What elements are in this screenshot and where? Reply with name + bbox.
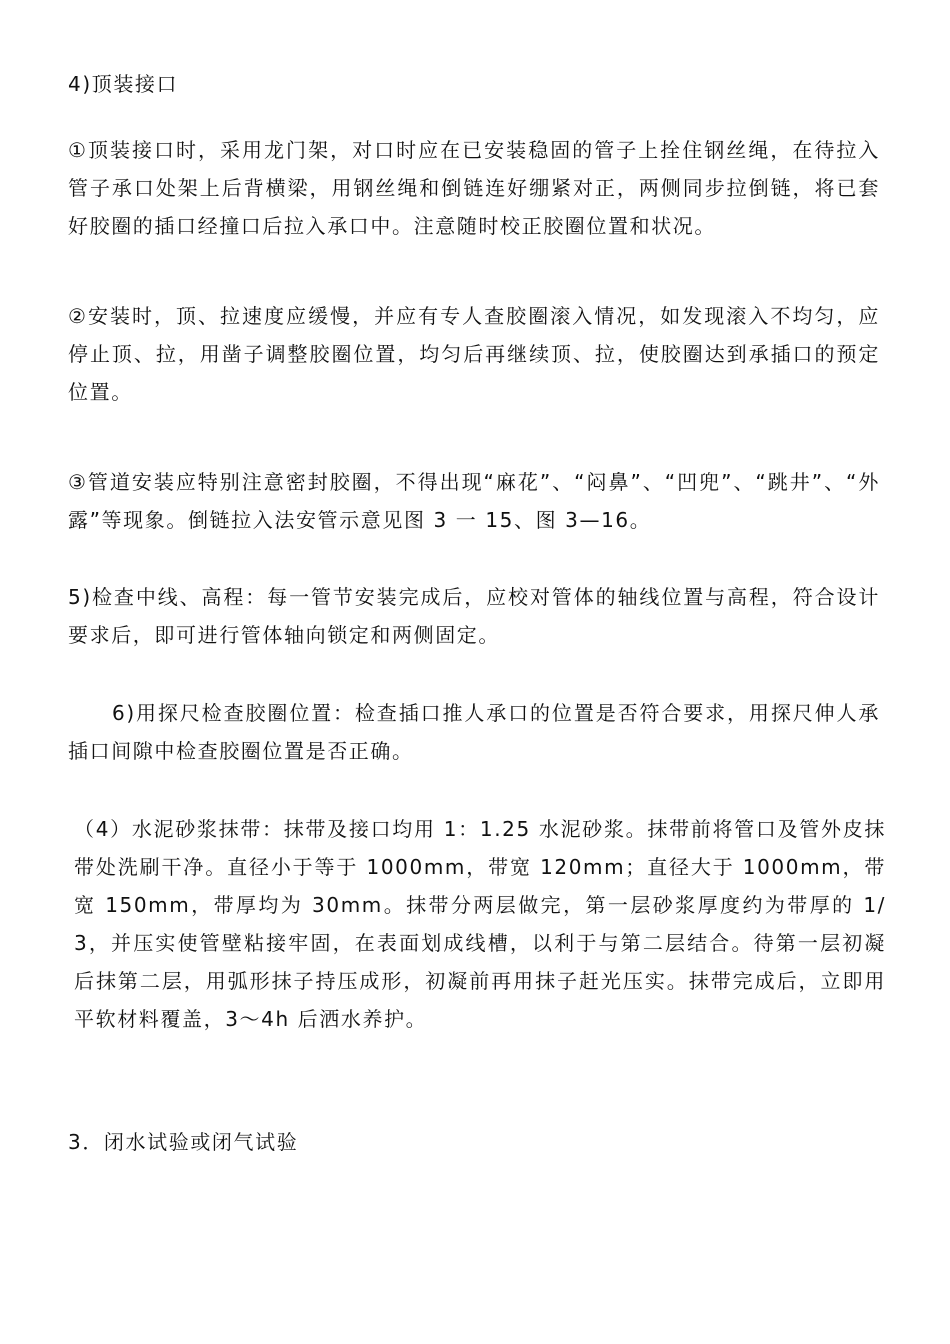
paragraph-check-gasket: 6)用探尺检查胶圈位置：检查插口推人承口的位置是否符合要求，用探尺伸人承插口间隙中检查胶圈位置是否正确。 — [68, 701, 880, 763]
paragraph-item-2: ②安装时，顶、拉速度应缓慢，并应有专人查胶圈滚入情况，如发现滚入不均匀，应停止顶、拉，用凿子调整胶圈位置，均匀后再继续顶、拉，使胶圈达到承插口的预定位置。 — [68, 304, 880, 404]
section-heading-water-test: 3．闭水试验或闭气试验 — [68, 1130, 299, 1154]
paragraph-check-centerline: 5)检查中线、高程：每一管节安装完成后，应校对管体的轴线位置与高程，符合设计要求后，即可进行管体轴向锁定和两侧固定。 — [68, 585, 880, 647]
section-heading-top-mounted-joint: 4)顶装接口 — [68, 72, 179, 96]
paragraph-item-3: ③管道安装应特别注意密封胶圈，不得出现“麻花”、“闷鼻”、“凹兜”、“跳井”、“外露”等现象。倒链拉入法安管示意见图 3 一 15、图 3—16。 — [68, 470, 880, 532]
paragraph-item-1: ①顶装接口时，采用龙门架，对口时应在已安装稳固的管子上拴住钢丝绳，在待拉入管子承口处架上后背横梁，用钢丝绳和倒链连好绷紧对正，两侧同步拉倒链，将已套好胶圈的插口经撞口后拉入承口中。注意随时校正胶圈位置和状况。 — [68, 138, 880, 238]
paragraph-mortar-band: （4）水泥砂浆抹带：抹带及接口均用 1：1.25 水泥砂浆。抹带前将管口及管外皮抹带处洗刷干净。直径小于等于 1000mm，带宽 120mm；直径大于 1000mm，带宽 150mm，带厚均为 30mm。抹带分两层做完，第一层砂浆厚度约为带厚的 1/3，并压实使管壁粘接牢固，在表面划成线槽，以利于与第二层结合。待第一层初凝后抹第二层，用弧形抹子持压成形，初凝前再用抹子赶光压实。抹带完成后，立即用平软材料覆盖，3～4h 后洒水养护。 — [74, 817, 886, 1031]
